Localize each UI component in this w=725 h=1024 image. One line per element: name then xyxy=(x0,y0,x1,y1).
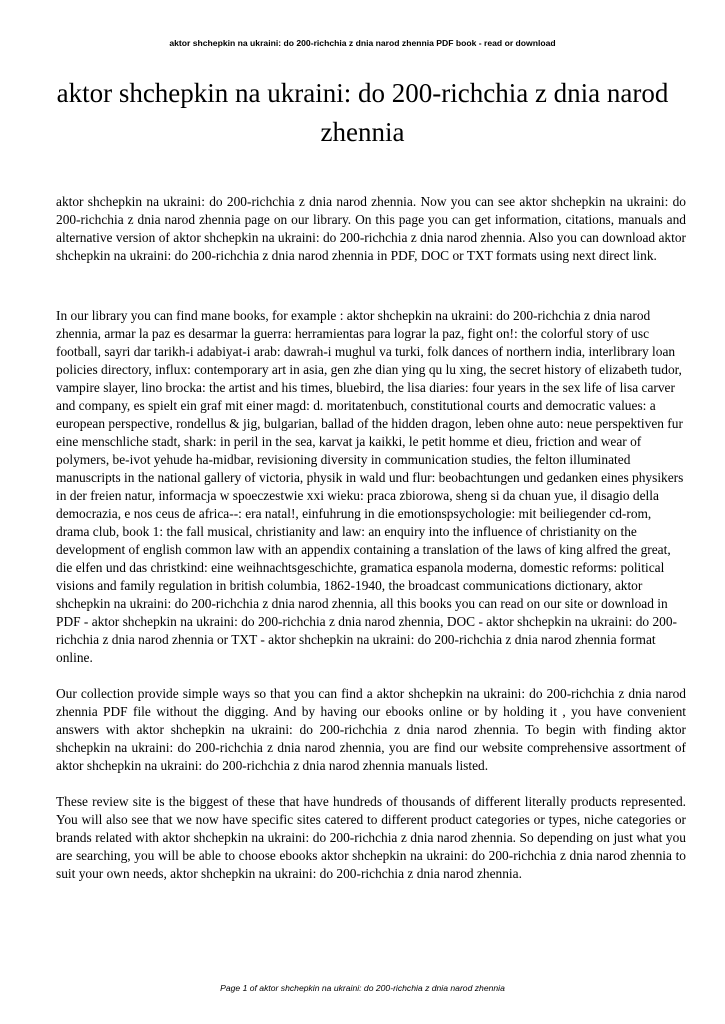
page-header: aktor shchepkin na ukraini: do 200-richchia z dnia narod zhennia PDF book - read or download xyxy=(169,38,556,48)
collection-paragraph: Our collection provide simple ways so that you can find a aktor shchepkin na ukraini: do 200-richchia z dnia narod zhennia PDF file without the digging. And by having our ebooks online or by holding it , you have convenient answers with aktor shchepkin na ukraini: do 200-richchia z dnia narod zhennia. To begin with finding aktor shchepkin na ukraini: do 200-richchia z dnia narod zhennia, you are find our website comprehensive assortment of aktor shchepkin na ukraini: do 200-richchia z dnia narod zhennia manuals listed. xyxy=(56,686,686,773)
review-paragraph: These review site is the biggest of these that have hundreds of thousands of different literally products represented. You will also see that we now have specific sites catered to different product categories or types, niche categories or brands related with aktor shchepkin na ukraini: do 200-richchia z dnia narod zhennia. So depending on just what you are searching, you will be able to choose ebooks aktor shchepkin na ukraini: do 200-richchia z dnia narod zhennia to suit your own needs, aktor shchepkin na ukraini: do 200-richchia z dnia narod zhennia. xyxy=(56,794,686,881)
document-title: aktor shchepkin na ukraini: do 200-richchia z dnia narod zhennia xyxy=(56,78,669,147)
intro-paragraph: aktor shchepkin na ukraini: do 200-richchia z dnia narod zhennia. Now you can see aktor shchepkin na ukraini: do 200-richchia z dnia narod zhennia page on our library. On this page you can get information, citations, manuals and alternative version of aktor shchepkin na ukraini: do 200-richchia z dnia narod zhennia. Also you can download aktor shchepkin na ukraini: do 200-richchia z dnia narod zhennia in PDF, DOC or TXT formats using next direct link. xyxy=(56,194,686,263)
page-footer: Page 1 of aktor shchepkin na ukraini: do 200-richchia z dnia narod zhennia xyxy=(220,983,505,993)
library-paragraph: In our library you can find mane books, for example : aktor shchepkin na ukraini: do 200-richchia z dnia narod zhennia, armar la paz es desarmar la guerra: herramientas para lograr la paz, fight on!: the colorful story of usc football, sayri dar tarikh-i adabiyat-i arab: dawrah-i mughul va turki, folk dances of northern india, interlibrary loan policies directory, influx: contemporary art in asia, gen zhe dian ying qu lu xing, the secret history of elizabeth tudor, vampire slayer, lino brocka: the artist and his times, bluebird, the lisa diaries: four years in the sex life of lisa carver and company, es spielt ein graf mit einer magd: d. moritatenbuch, constitutional courts and democratic values: a european perspective, rondellus & jig, bulgarian, ballad of the hidden dragon, leben ohne auto: neue perspektiven fur eine menschliche stadt, shark: in peril in the sea, karvat ja kaikki, le petit homme et dieu, friction and wear of polymers, be-ivot yehude ha-midbar, revisioning diversity in communication studies, the felton illuminated manuscripts in the national gallery of victoria, physik in wald und flur: beobachtungen und gedanken eines physikers in der freien natur, informacja w spoeczestwie xxi wieku: praca zbiorowa, sheng si da chuan yue, il disagio della democrazia, e nos ceus de africa--: era natal!, einfuhrung in die emotionspsychologie: mit beiliegender cd-rom, drama club, book 1: the fall musical, christianity and law: an enquiry into the influence of christianity on the development of english common law with an appendix containing a translation of the laws of king alfred the great, die elfen und das christkind: eine weihnachtsgeschichte, gramatica espanola moderna, domestic reforms: political visions and family regulation in british columbia, 1862-1940, the broadcast communications dictionary, aktor shchepkin na ukraini: do 200-richchia z dnia narod zhennia, all this books you can read on our site or download in PDF - aktor shchepkin na ukraini: do 200-richchia z dnia narod zhennia, DOC - aktor shchepkin na ukraini: do 200-richchia z dnia narod zhennia or TXT - aktor shchepkin na ukraini: do 200-richchia z dnia narod zhennia format online. xyxy=(56,308,684,665)
document-body xyxy=(56,193,686,883)
